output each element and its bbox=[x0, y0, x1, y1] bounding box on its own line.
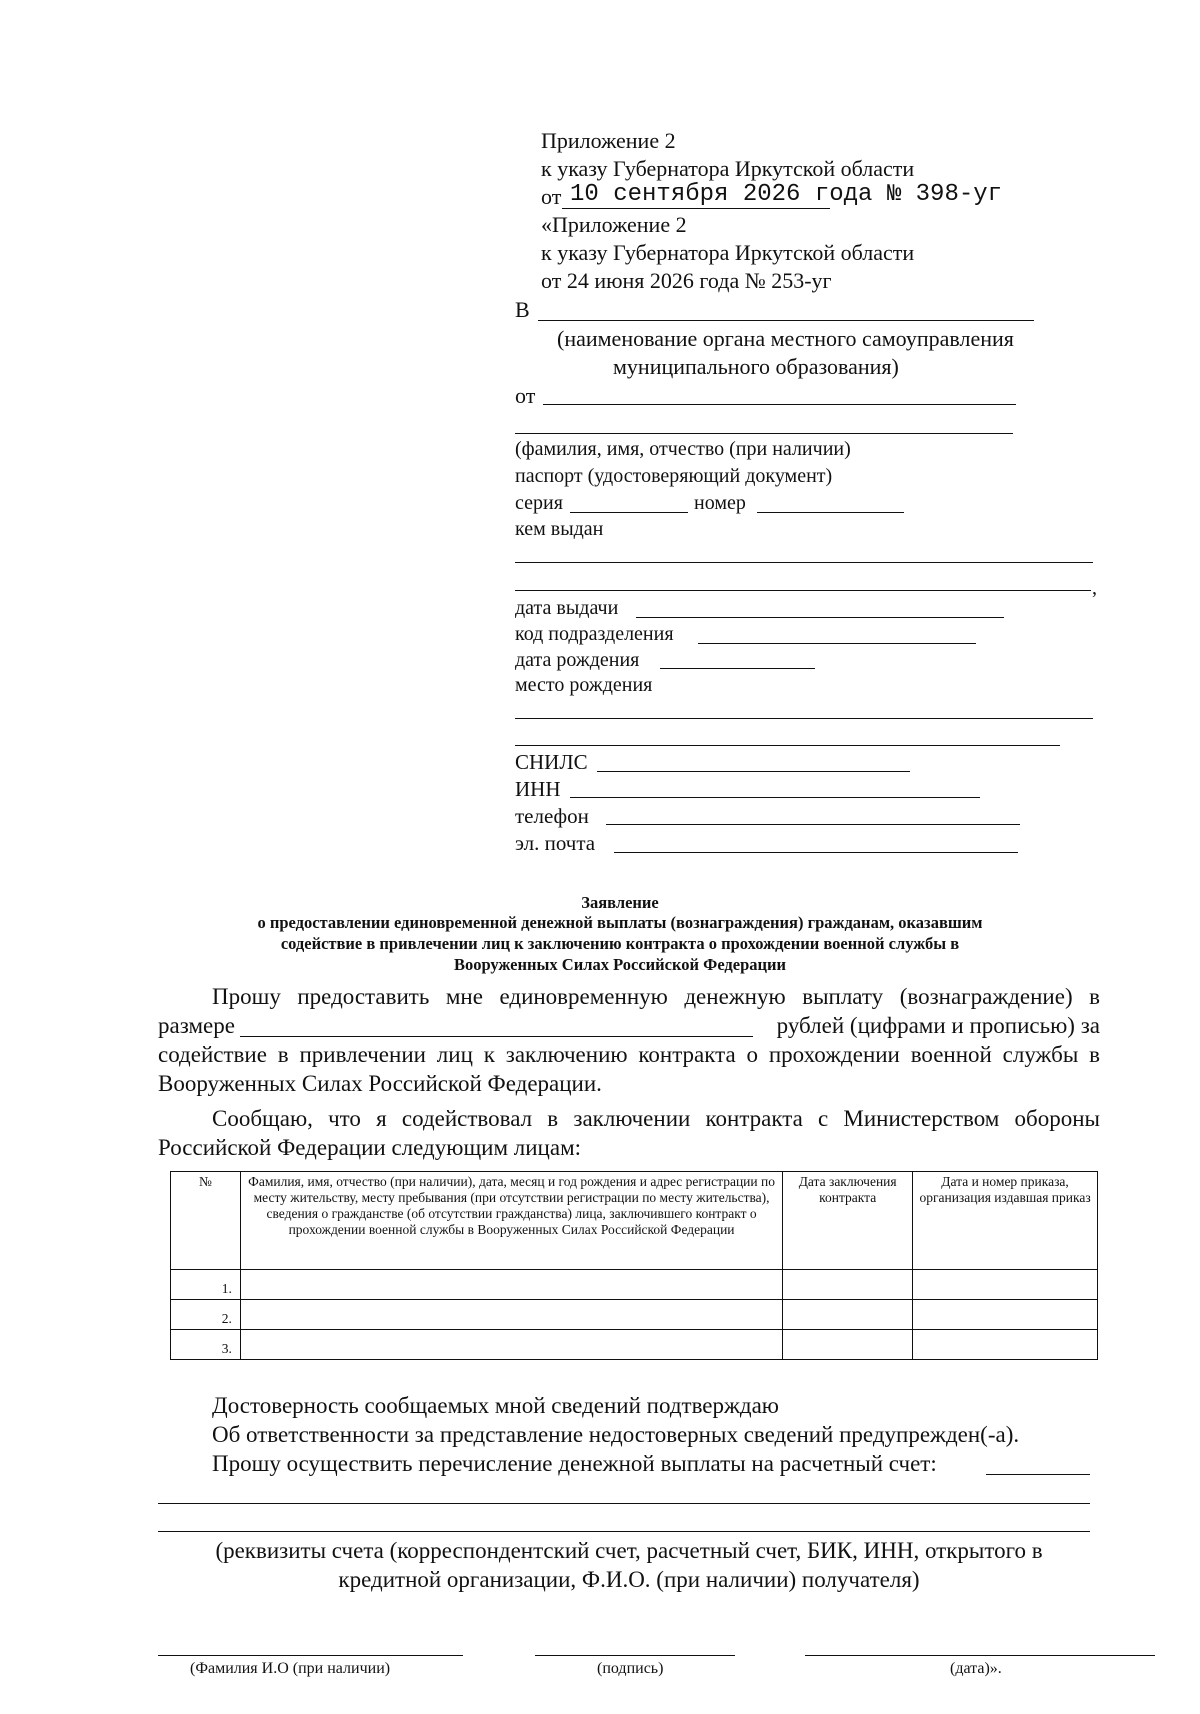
row-number: 2. bbox=[171, 1300, 241, 1330]
contract-date-cell[interactable] bbox=[783, 1300, 913, 1330]
issued-by-field[interactable] bbox=[515, 562, 1093, 563]
order-cell[interactable] bbox=[913, 1330, 1098, 1360]
signature-name-label: (Фамилия И.О (при наличии) bbox=[190, 1660, 391, 1677]
signature-field[interactable] bbox=[535, 1655, 735, 1656]
signature-name-field[interactable] bbox=[158, 1655, 463, 1656]
statement-title: Заявление bbox=[581, 893, 659, 912]
inform-paragraph-line2: Российской Федерации следующим лицам: bbox=[158, 1135, 582, 1160]
contract-persons-table bbox=[170, 1171, 1098, 1360]
table-header-row bbox=[171, 1172, 1098, 1270]
column-header-order: Дата и номер приказа, организация издавшая приказ bbox=[913, 1172, 1098, 1270]
person-cell[interactable] bbox=[240, 1330, 782, 1360]
birth-date-label: дата рождения bbox=[515, 649, 640, 671]
phone-field[interactable] bbox=[606, 824, 1020, 825]
decree-date-stamp: 10 сентября 2026 года № 398-уг bbox=[570, 181, 1003, 208]
table-row bbox=[171, 1300, 1098, 1330]
row-number: 3. bbox=[171, 1330, 241, 1360]
amount-field[interactable] bbox=[240, 1036, 753, 1037]
table-row bbox=[171, 1270, 1098, 1300]
previous-decree-date: от 24 июня 2026 года № 253-уг bbox=[541, 268, 832, 293]
birth-place-field[interactable] bbox=[515, 718, 1093, 719]
signature-date-label: (дата)». bbox=[950, 1660, 1002, 1677]
account-hint-line2: кредитной организации, Ф.И.О. (при наличии) получателя) bbox=[338, 1567, 920, 1592]
applicant-name-field[interactable] bbox=[543, 404, 1016, 405]
phone-label: телефон bbox=[515, 804, 589, 828]
division-code-field[interactable] bbox=[698, 643, 976, 644]
to-prefix: В bbox=[515, 297, 530, 322]
number-label: номер bbox=[694, 492, 746, 514]
birth-date-field[interactable] bbox=[660, 668, 815, 669]
decree-date-underline bbox=[562, 208, 830, 209]
decree-date-prefix: от bbox=[541, 184, 562, 209]
appendix-title: Приложение 2 bbox=[541, 128, 676, 153]
column-header-contract-date: Дата заключения контракта bbox=[783, 1172, 913, 1270]
email-field[interactable] bbox=[614, 852, 1018, 853]
previous-decree-reference: к указу Губернатора Иркутской области bbox=[541, 240, 915, 265]
decree-reference: к указу Губернатора Иркутской области bbox=[541, 156, 915, 181]
series-field[interactable] bbox=[570, 512, 688, 513]
statement-subtitle-line2: содействие в привлечении лиц к заключению контракта о прохождении военной службы в bbox=[280, 934, 960, 953]
account-field-3[interactable] bbox=[158, 1531, 1090, 1532]
inn-label: ИНН bbox=[515, 777, 561, 801]
contract-date-cell[interactable] bbox=[783, 1330, 913, 1360]
division-code-label: код подразделения bbox=[515, 623, 674, 645]
contract-date-cell[interactable] bbox=[783, 1270, 913, 1300]
confirm-statement: Достоверность сообщаемых мной сведений подтверждаю bbox=[212, 1393, 779, 1418]
issue-date-field[interactable] bbox=[636, 617, 1004, 618]
passport-label: паспорт (удостоверяющий документ) bbox=[515, 465, 833, 487]
inform-paragraph-line1: Сообщаю, что я содействовал в заключении контракта с Министерством обороны bbox=[212, 1106, 1100, 1131]
column-header-person: Фамилия, имя, отчество (при наличии), дата, месяц и год рождения и адрес регистрации по месту жительству, месту пребывания (при отсутствии регистрации по месту жительства), сведения о гражданстве (об отсутствии гражданства) лица, заключившего контракт о прохождении военной службы в Вооруженных Силах Российской Федерации bbox=[240, 1172, 782, 1270]
statement-subtitle-line1: о предоставлении единовременной денежной выплаты (вознаграждения) гражданам, оказавшим bbox=[257, 913, 983, 932]
column-header-number: № bbox=[171, 1172, 241, 1270]
issue-date-label: дата выдачи bbox=[515, 597, 619, 619]
applicant-name-field-2[interactable] bbox=[515, 433, 1013, 434]
email-label: эл. почта bbox=[515, 831, 596, 855]
number-field[interactable] bbox=[757, 512, 904, 513]
row-number: 1. bbox=[171, 1270, 241, 1300]
org-name-field[interactable] bbox=[538, 320, 1034, 321]
order-cell[interactable] bbox=[913, 1300, 1098, 1330]
birth-place-label: место рождения bbox=[515, 674, 653, 696]
account-field-2[interactable] bbox=[158, 1503, 1090, 1504]
table-row bbox=[171, 1330, 1098, 1360]
snils-field[interactable] bbox=[597, 771, 910, 772]
snils-label: СНИЛС bbox=[515, 750, 588, 774]
issued-by-field-2[interactable] bbox=[515, 590, 1091, 591]
inn-field[interactable] bbox=[570, 797, 980, 798]
account-request: Прошу осуществить перечисление денежной выплаты на расчетный счет: bbox=[212, 1451, 937, 1476]
order-cell[interactable] bbox=[913, 1270, 1098, 1300]
account-hint-line1: (реквизиты счета (корреспондентский счет, расчетный счет, БИК, ИНН, открытого в bbox=[215, 1538, 1043, 1563]
request-paragraph-line1: Прошу предоставить мне единовременную денежную выплату (вознаграждение) в bbox=[212, 984, 1100, 1009]
amount-suffix: рублей (цифрами и прописью) за bbox=[776, 1013, 1100, 1038]
request-paragraph-line3: содействие в привлечении лиц к заключению контракта о прохождении военной службы в bbox=[158, 1042, 1100, 1067]
issued-by-label: кем выдан bbox=[515, 518, 604, 540]
responsibility-statement: Об ответственности за представление недостоверных сведений предупрежден(-а). bbox=[212, 1422, 1020, 1447]
signature-date-field[interactable] bbox=[805, 1655, 1155, 1656]
person-cell[interactable] bbox=[240, 1270, 782, 1300]
birth-place-field-2[interactable] bbox=[515, 745, 1060, 746]
statement-subtitle-line3: Вооруженных Силах Российской Федерации bbox=[453, 955, 787, 974]
account-field[interactable] bbox=[986, 1474, 1090, 1475]
name-hint: (фамилия, имя, отчество (при наличии) bbox=[515, 438, 851, 460]
signature-label: (подпись) bbox=[597, 1660, 664, 1677]
person-cell[interactable] bbox=[240, 1300, 782, 1330]
series-label: серия bbox=[515, 492, 563, 514]
issued-by-comma: , bbox=[1092, 577, 1097, 599]
amount-label: размере bbox=[158, 1013, 235, 1038]
previous-appendix-title: «Приложение 2 bbox=[541, 212, 687, 237]
org-hint-line2: муниципального образования) bbox=[613, 354, 899, 379]
request-paragraph-line4: Вооруженных Силах Российской Федерации. bbox=[158, 1071, 602, 1096]
from-prefix: от bbox=[515, 383, 536, 408]
org-hint-line1: (наименование органа местного самоуправления bbox=[557, 326, 1014, 351]
